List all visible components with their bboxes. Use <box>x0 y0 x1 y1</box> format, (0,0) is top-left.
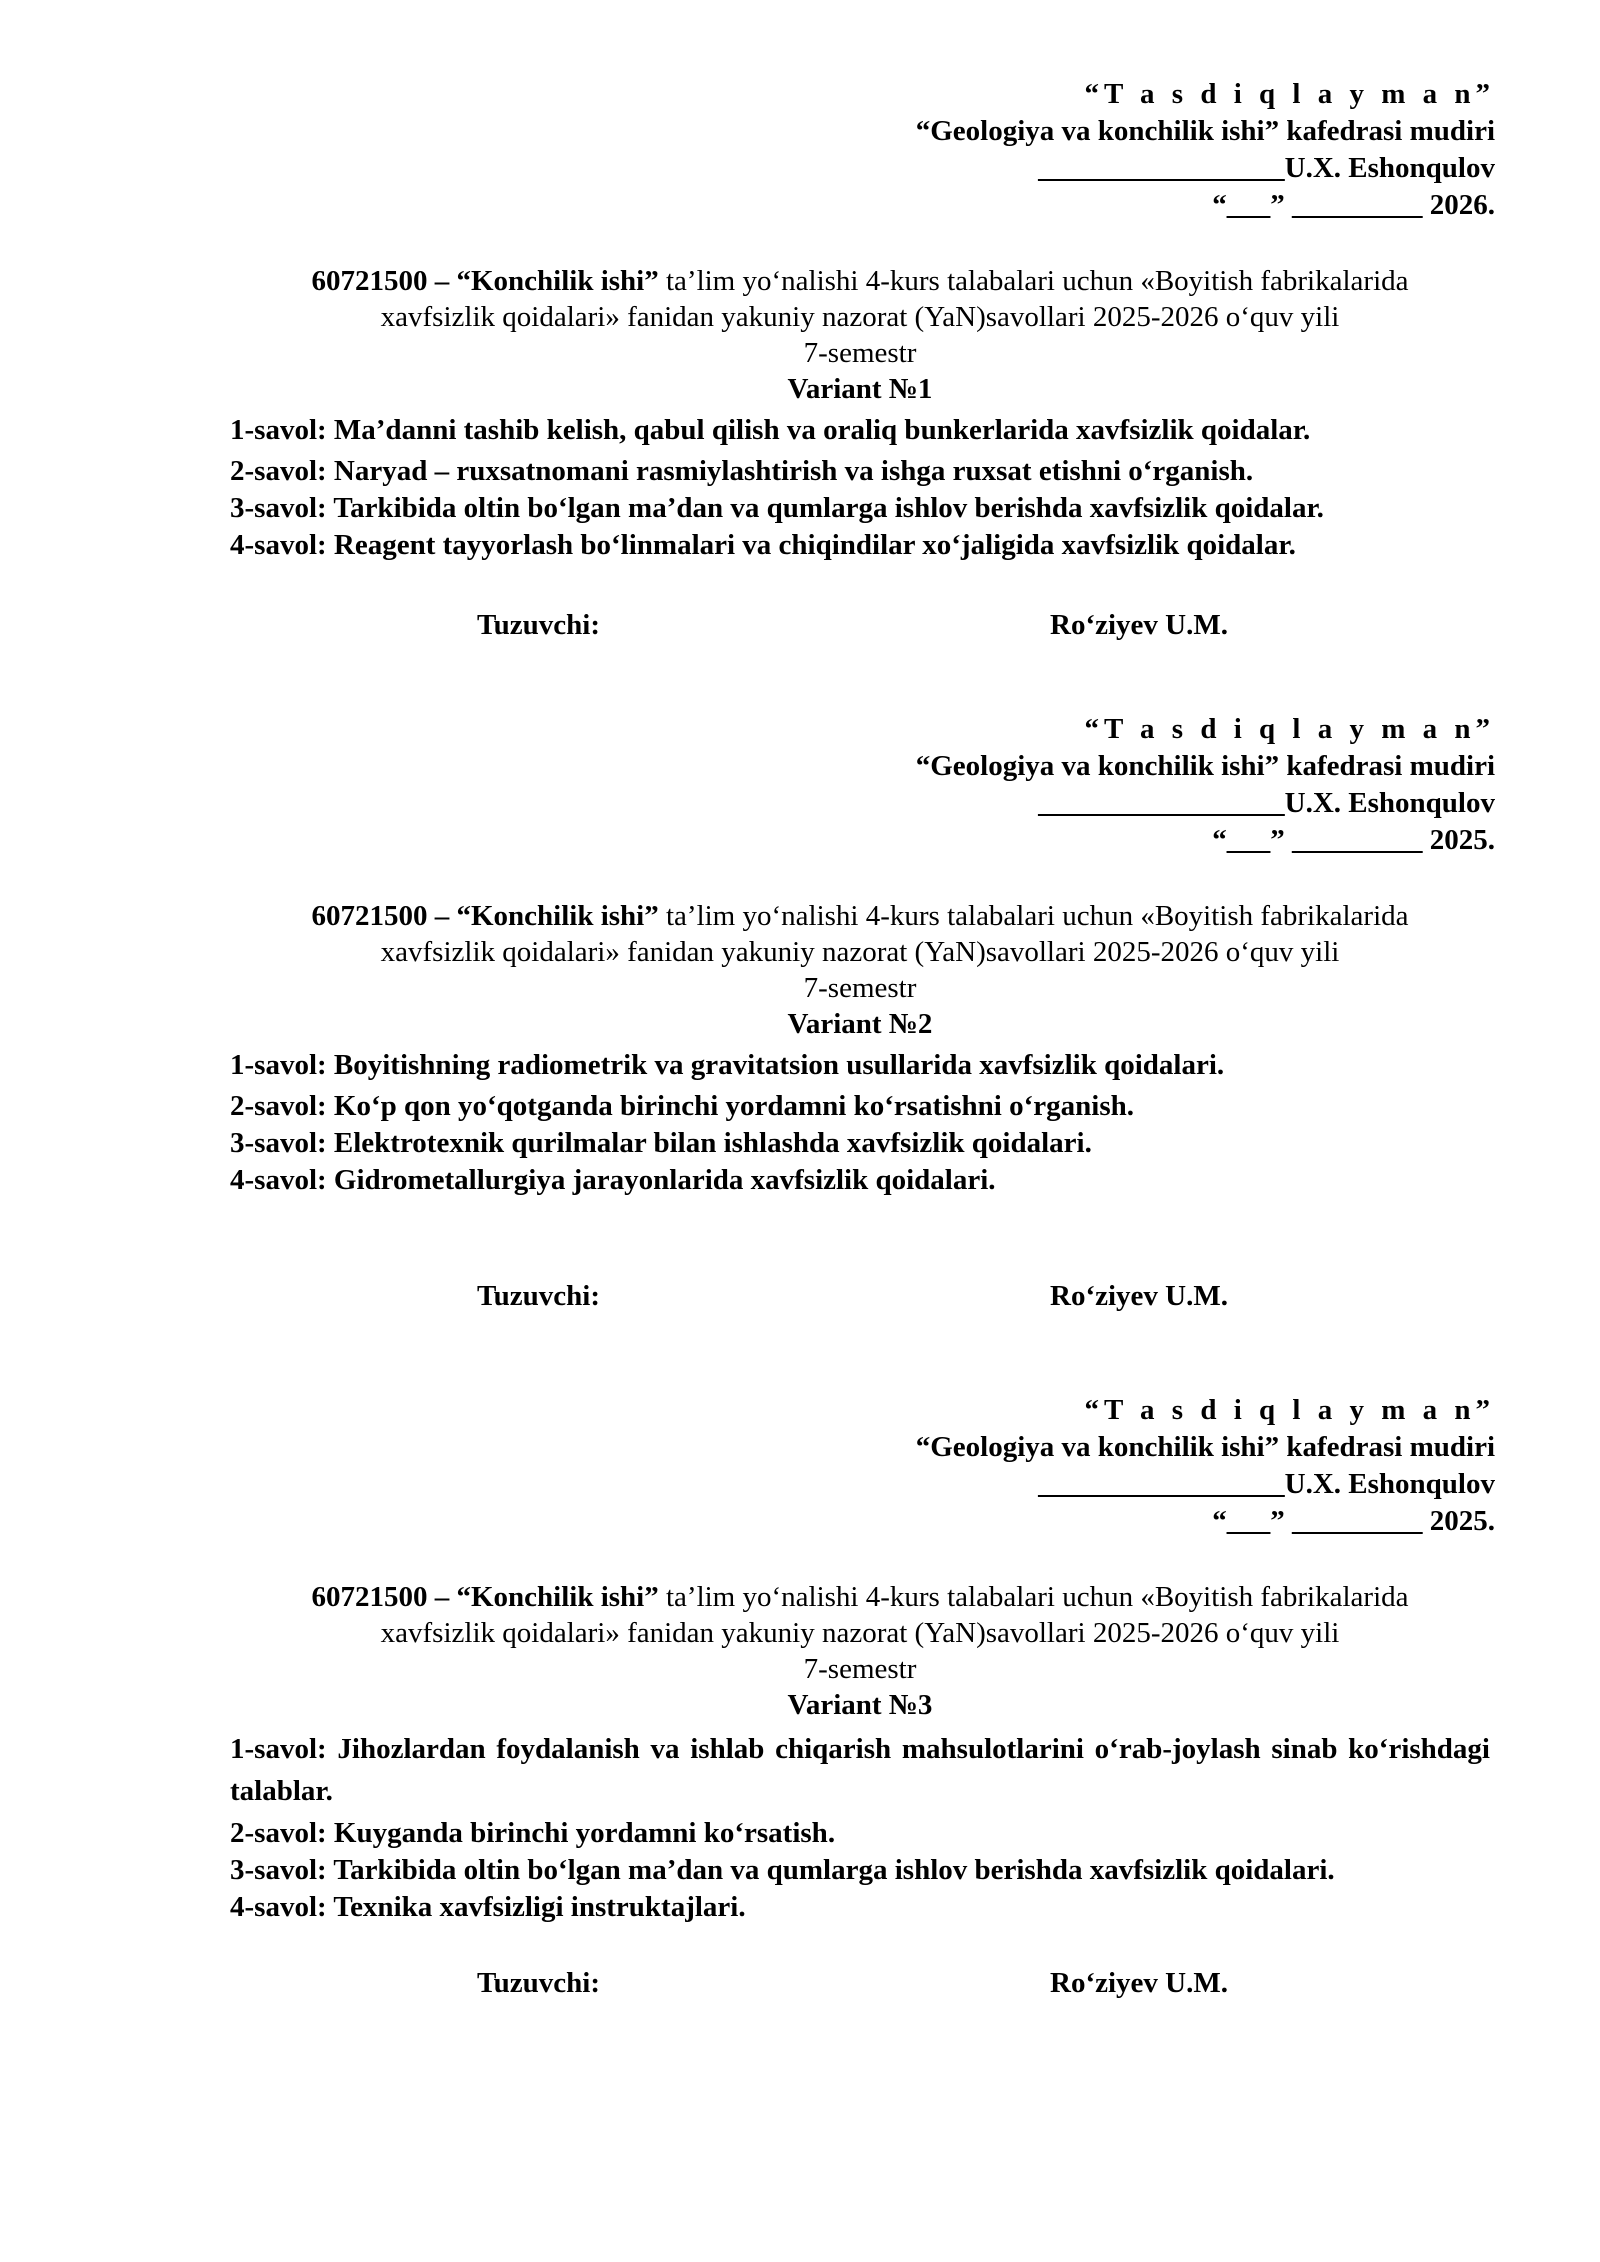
semester-label: 7-semestr <box>803 337 917 369</box>
question-list <box>230 412 1490 564</box>
header-line-1-text: ta’lim yo‘nalishi 4-kurs talabalari uchun «Boyitish fabrikalarida <box>658 265 1409 297</box>
approval-block <box>916 1392 1495 1540</box>
approval-head: _________________U.X. Eshonqulov <box>1038 1468 1495 1500</box>
semester-label: 7-semestr <box>803 972 917 1004</box>
question-item: 3-savol: Tarkibida oltin bo‘lgan ma’dan va qumlarga ishlov berishda xavfsizlik qoidalar. <box>230 492 1324 524</box>
approval-department: “Geologiya va konchilik ishi” kafedrasi mudiri <box>915 750 1495 782</box>
compiler-name: Ro‘ziyev U.M. <box>1050 1280 1228 1312</box>
header-line-1 <box>230 263 1490 299</box>
variant-title: Variant №2 <box>787 1008 933 1040</box>
compiler-label: Tuzuvchi: <box>477 1280 601 1312</box>
question-list <box>230 1047 1490 1199</box>
header-line-2: xavfsizlik qoidalari» fanidan yakuniy nazorat (YaN)savollari 2025-2026 o‘quv yili <box>380 936 1340 968</box>
approval-department: “Geologiya va konchilik ishi” kafedrasi mudiri <box>915 115 1495 147</box>
question-list <box>230 1728 1490 1926</box>
approval-title: “T a s d i q l a y m a n” <box>1084 713 1495 745</box>
approval-block <box>916 711 1495 859</box>
header-line-1 <box>230 1579 1490 1615</box>
approval-title: “T a s d i q l a y m a n” <box>1084 78 1495 110</box>
approval-date: “___” _________ 2025. <box>1212 1505 1495 1537</box>
exam-header <box>230 898 1490 1042</box>
exam-header <box>230 1579 1490 1723</box>
header-line-2: xavfsizlik qoidalari» fanidan yakuniy nazorat (YaN)savollari 2025-2026 o‘quv yili <box>380 301 1340 333</box>
question-item: 3-savol: Elektrotexnik qurilmalar bilan ishlashda xavfsizlik qoidalari. <box>230 1127 1092 1159</box>
question-item: 4-savol: Texnika xavfsizligi instruktajlari. <box>230 1891 746 1923</box>
compiler-label: Tuzuvchi: <box>477 609 601 641</box>
approval-date: “___” _________ 2025. <box>1212 824 1495 856</box>
header-line-1 <box>230 898 1490 934</box>
question-item: 2-savol: Kuyganda birinchi yordamni ko‘rsatish. <box>230 1817 836 1849</box>
variant-title: Variant №3 <box>787 1689 933 1721</box>
exam-header <box>230 263 1490 407</box>
compiler-label: Tuzuvchi: <box>477 1967 601 1999</box>
header-line-2: xavfsizlik qoidalari» fanidan yakuniy nazorat (YaN)savollari 2025-2026 o‘quv yili <box>380 1617 1340 1649</box>
question-item: 4-savol: Reagent tayyorlash bo‘linmalari va chiqindilar xo‘jaligida xavfsizlik qoidalar. <box>230 529 1296 561</box>
compiler-name: Ro‘ziyev U.M. <box>1050 1967 1228 1999</box>
question-item: 1-savol: Jihozlardan foydalanish va ishlab chiqarish mahsulotlarini o‘rab-joylash sinab ko‘rishdagi talablar. <box>230 1733 1490 1807</box>
question-item: 2-savol: Ko‘p qon yo‘qotganda birinchi yordamni ko‘rsatishni o‘rganish. <box>230 1090 1134 1122</box>
approval-date: “___” _________ 2026. <box>1212 189 1495 221</box>
question-item: 4-savol: Gidrometallurgiya jarayonlarida xavfsizlik qoidalari. <box>230 1164 996 1196</box>
question-item: 3-savol: Tarkibida oltin bo‘lgan ma’dan va qumlarga ishlov berishda xavfsizlik qoidalari. <box>230 1854 1335 1886</box>
approval-block <box>916 76 1495 224</box>
semester-label: 7-semestr <box>803 1653 917 1685</box>
approval-department: “Geologiya va konchilik ishi” kafedrasi mudiri <box>915 1431 1495 1463</box>
program-code: 60721500 – “Konchilik ishi” <box>311 265 659 297</box>
program-code: 60721500 – “Konchilik ishi” <box>311 1581 659 1613</box>
variant-title: Variant №1 <box>787 373 933 405</box>
header-line-1-text: ta’lim yo‘nalishi 4-kurs talabalari uchun «Boyitish fabrikalarida <box>658 900 1409 932</box>
question-item: 2-savol: Naryad – ruxsatnomani rasmiylashtirish va ishga ruxsat etishni o‘rganish. <box>230 455 1254 487</box>
compiler-name: Ro‘ziyev U.M. <box>1050 609 1228 641</box>
approval-head: _________________U.X. Eshonqulov <box>1038 787 1495 819</box>
question-item: 1-savol: Boyitishning radiometrik va gravitatsion usullarida xavfsizlik qoidalari. <box>230 1049 1225 1081</box>
question-item: 1-savol: Ma’danni tashib kelish, qabul qilish va oraliq bunkerlarida xavfsizlik qoidalar. <box>230 414 1311 446</box>
header-line-1-text: ta’lim yo‘nalishi 4-kurs talabalari uchun «Boyitish fabrikalarida <box>658 1581 1409 1613</box>
approval-head: _________________U.X. Eshonqulov <box>1038 152 1495 184</box>
program-code: 60721500 – “Konchilik ishi” <box>311 900 659 932</box>
approval-title: “T a s d i q l a y m a n” <box>1084 1394 1495 1426</box>
